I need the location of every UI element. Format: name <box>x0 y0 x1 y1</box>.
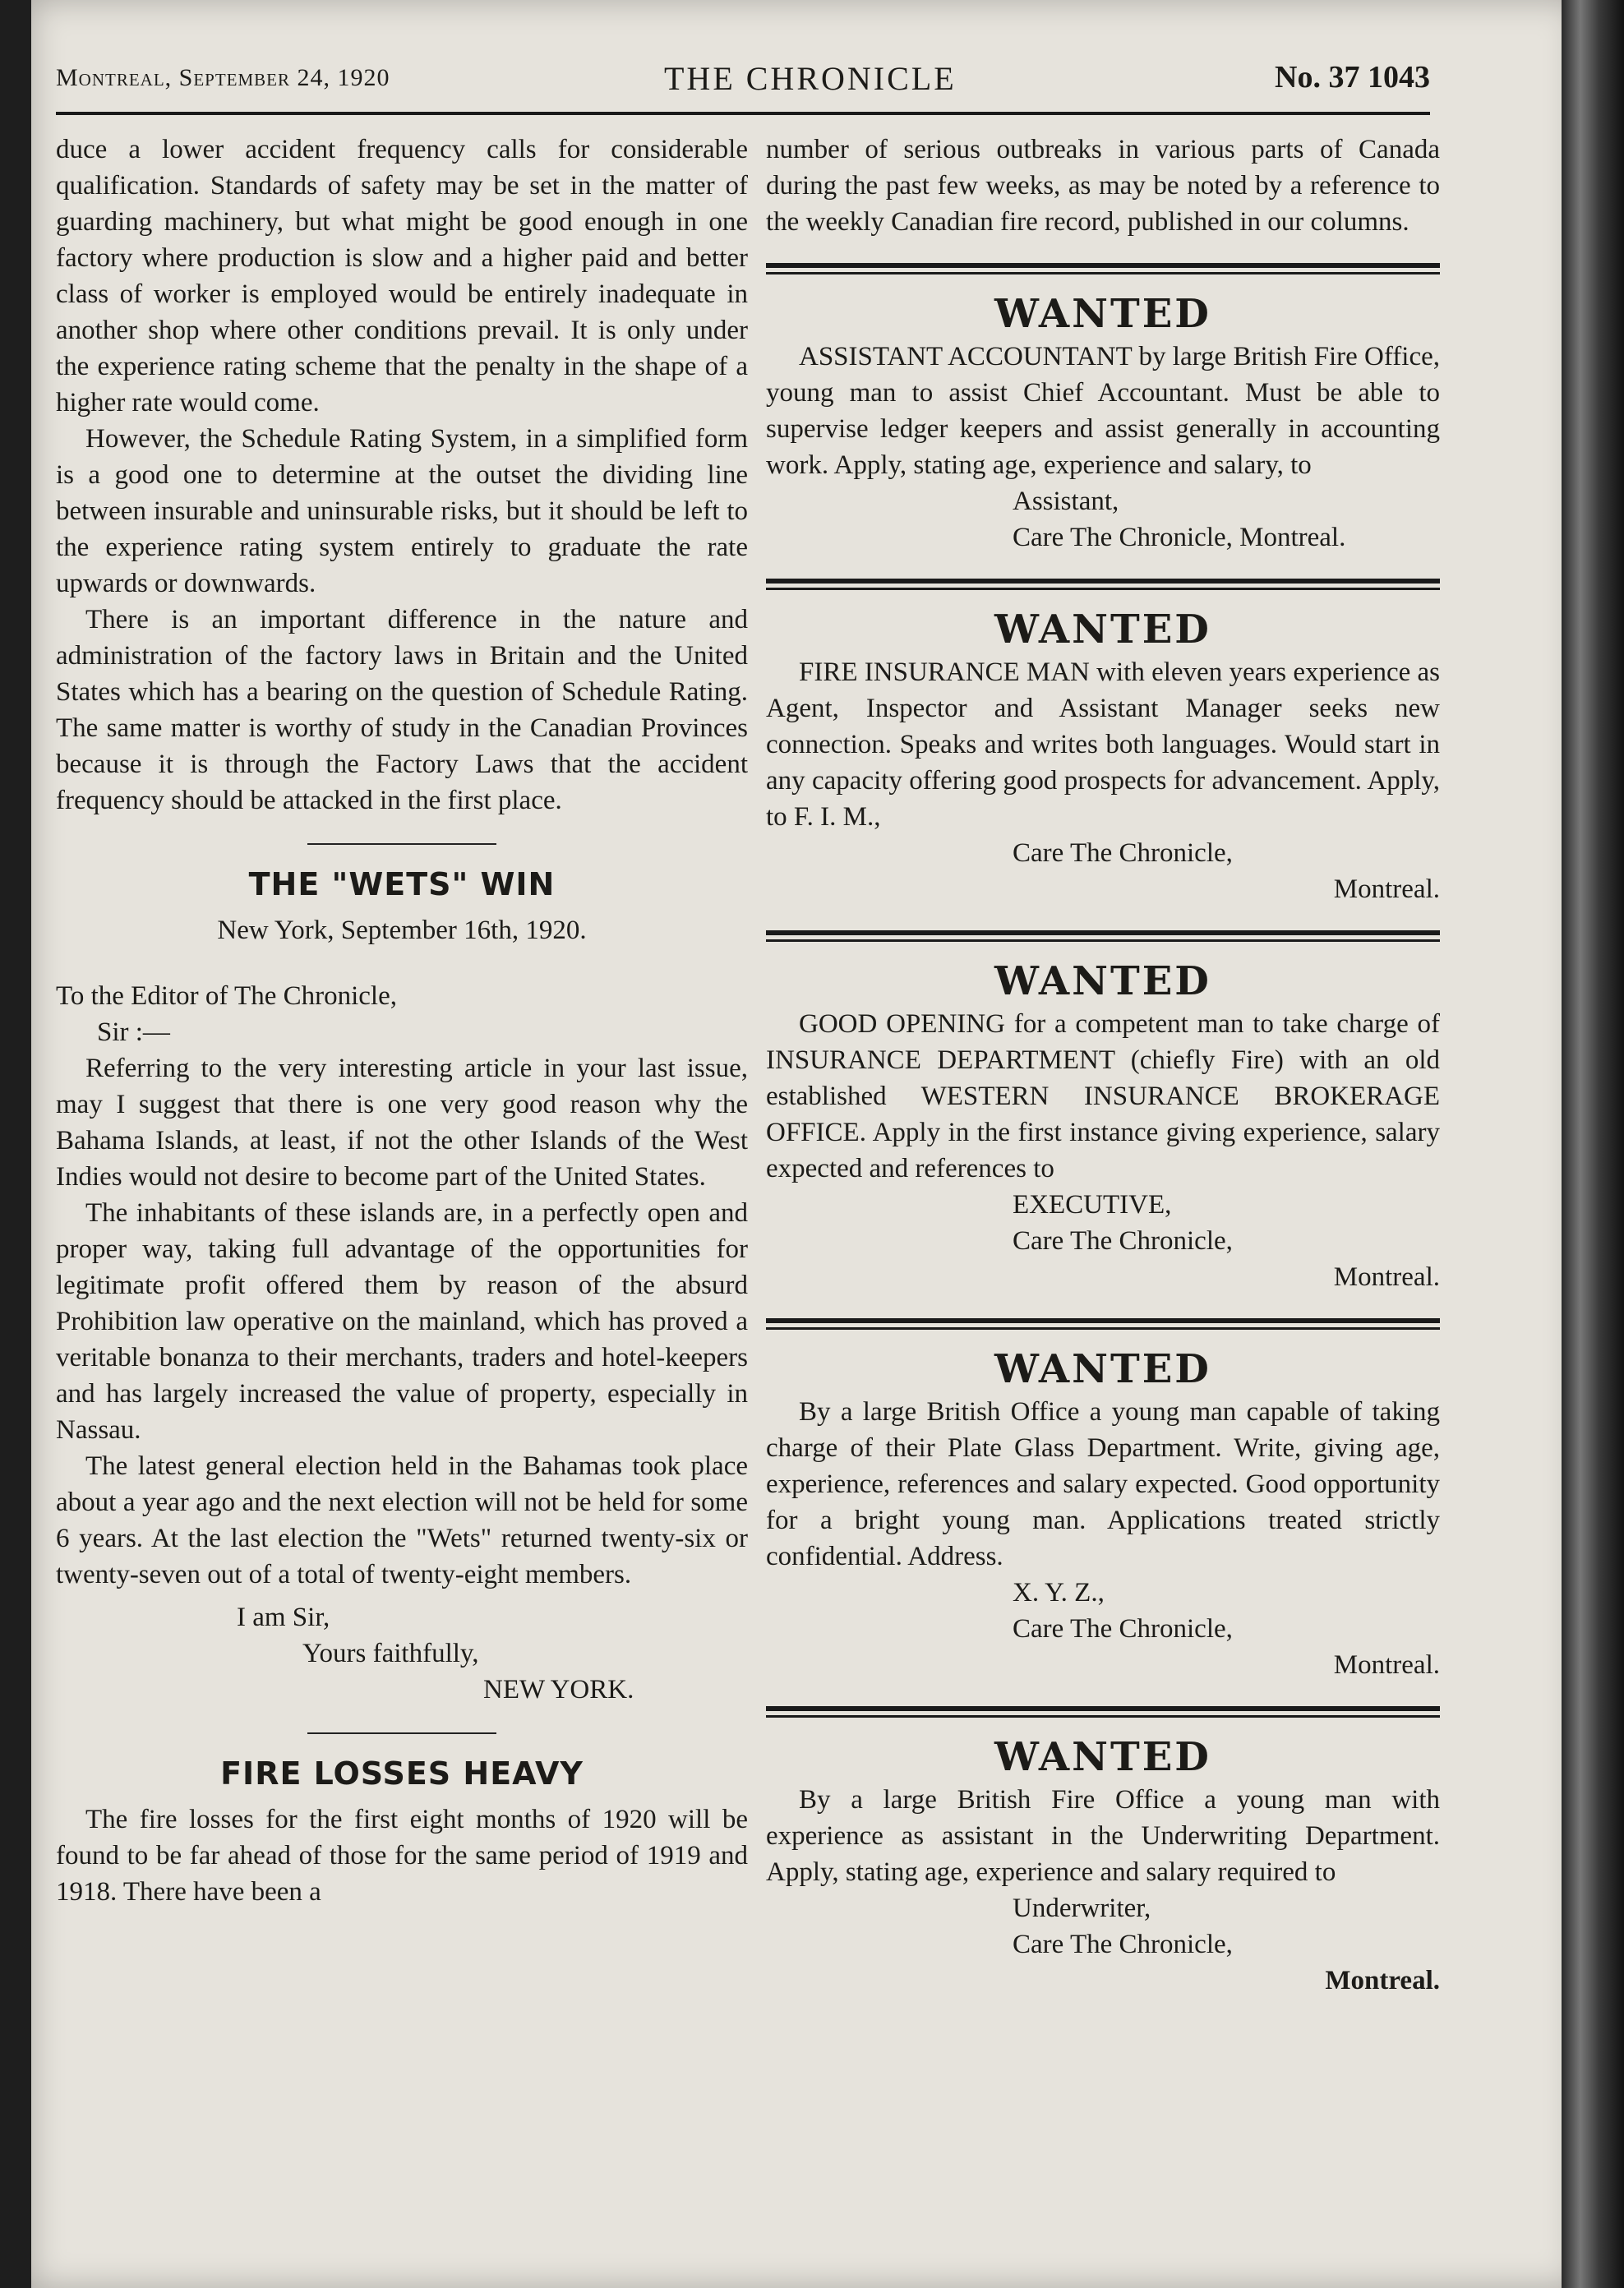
ad-addressee: Assistant, <box>1013 487 1119 516</box>
ad-divider <box>766 1318 1440 1330</box>
ad-care-of: Care The Chronicle, <box>1013 1614 1233 1644</box>
ad-divider <box>766 1706 1440 1718</box>
page-header <box>56 48 1430 113</box>
ad-body: GOOD OPENING for a competent man to take charge of INSURANCE DEPARTMENT (chiefly Fire) with an old established WESTERN INSURANCE BROKERAGE OFFICE. Apply in the first instance giving experience, salary expected and references to <box>766 1009 1440 1183</box>
letter-paragraph: The inhabitants of these islands are, in a perfectly open and proper way, taking full advantage of the opportunities for legitimate profit offered them by reason of the absurd Prohibition law operative on the mainland, which has proved a veritable bonanza to their merchants, traders and hotel-keepers and has largely increased the value of property, especially in Nassau. <box>56 1198 748 1445</box>
ad-body: By a large British Fire Office a young man with experience as assistant in the Underwriting Department. Apply, stating age, experience and salary required to <box>766 1785 1440 1887</box>
letter-salutation: To the Editor of The Chronicle, <box>56 981 397 1011</box>
left-column <box>56 131 748 1910</box>
letter-closing: Yours faithfully, <box>302 1639 479 1668</box>
classified-ad <box>766 958 1440 1295</box>
ad-care-of: Care The Chronicle, Montreal. <box>1013 523 1346 552</box>
ad-body: FIRE INSURANCE MAN with eleven years experience as Agent, Inspector and Assistant Manager seeks new connection. Speaks and writes both languages. Would start in any capacity offering good prospects for advancement. Apply, to F. I. M., <box>766 657 1440 832</box>
page-edge <box>1562 0 1624 2288</box>
header-date: Montreal, September 24, 1920 <box>56 64 390 91</box>
classified-ad <box>766 1734 1440 1999</box>
ad-divider <box>766 263 1440 274</box>
right-column <box>766 131 1440 1999</box>
publication-title: THE CHRONICLE <box>664 60 957 97</box>
letter-dateline: New York, September 16th, 1920. <box>217 916 587 945</box>
article-continuation: number of serious outbreaks in various parts of Canada during the past few weeks, as may be noted by a reference to the weekly Canadian fire record, published in our columns. <box>766 135 1440 237</box>
ad-addressee: Underwriter, <box>1013 1894 1151 1923</box>
ad-title: WANTED <box>994 291 1211 337</box>
ad-care-of: Care The Chronicle, <box>1013 1226 1233 1256</box>
section-divider <box>307 843 496 845</box>
ad-body: ASSISTANT ACCOUNTANT by large British Fire Office, young man to assist Chief Accountant. Must be able to supervise ledger keepers and assist generally in accounting work. Apply, stating age, experience and salary, to <box>766 342 1440 480</box>
ad-city: Montreal. <box>1325 1966 1440 1995</box>
ad-title: WANTED <box>994 1346 1211 1392</box>
letter-closing: I am Sir, <box>237 1603 330 1632</box>
article-headline: THE "WETS" WIN <box>248 866 556 902</box>
ad-addressee: X. Y. Z., <box>1013 1578 1105 1608</box>
article-paragraph: There is an important difference in the nature and administration of the factory laws in Britain and the United States which has a bearing on the question of Schedule Rating. The same matter is worthy of study in the Canadian Provinces because it is through the Factory Laws that the accident frequency should be attacked in the first place. <box>56 605 748 815</box>
ad-addressee: EXECUTIVE, <box>1013 1190 1172 1220</box>
ad-divider <box>766 930 1440 942</box>
article-headline: FIRE LOSSES HEAVY <box>220 1755 584 1792</box>
section-divider <box>307 1732 496 1734</box>
ad-city: Montreal. <box>1333 1262 1440 1292</box>
classified-ad <box>766 1346 1440 1683</box>
issue-page-number: No. 37 1043 <box>1275 60 1430 95</box>
ad-title: WANTED <box>994 607 1211 653</box>
ad-care-of: Care The Chronicle, <box>1013 838 1233 868</box>
header-rule <box>56 112 1430 115</box>
letter-greeting: Sir :— <box>97 1017 170 1047</box>
article-paragraph: However, the Schedule Rating System, in a simplified form is a good one to determine at the outset the dividing line between insurable and uninsurable risks, but it should be left to the experience rating system entirely to graduate the rate upwards or downwards. <box>56 424 748 598</box>
letter-paragraph: Referring to the very interesting article in your last issue, may I suggest that there is one very good reason why the Bahama Islands, at least, if not the other Islands of the West Indies would not desire to become part of the United States. <box>56 1054 748 1192</box>
ad-care-of: Care The Chronicle, <box>1013 1930 1233 1959</box>
letter-signature: NEW YORK. <box>483 1675 634 1704</box>
ad-title: WANTED <box>994 1734 1211 1780</box>
classified-ad <box>766 607 1440 907</box>
ad-divider <box>766 579 1440 590</box>
ad-body: By a large British Office a young man capable of taking charge of their Plate Glass Department. Write, giving age, experience, references and salary expected. Good opportunity for a bright young man. Applications treated strictly confidential. Address. <box>766 1397 1440 1571</box>
ad-city: Montreal. <box>1333 1650 1440 1680</box>
ad-city: Montreal. <box>1333 874 1440 904</box>
ad-title: WANTED <box>994 958 1211 1004</box>
letter-paragraph: The latest general election held in the Bahamas took place about a year ago and the next election will not be held for some 6 years. At the last election the "Wets" returned twenty-six or twenty-seven out of a total of twenty-eight members. <box>56 1451 748 1589</box>
classified-ad <box>766 291 1440 556</box>
article-paragraph: duce a lower accident frequency calls for considerable qualification. Standards of safety may be set in the matter of guarding machinery, but what might be good enough in one factory where production is slow and a higher paid and better class of worker is employed would be entirely inadequate in another shop where other conditions prevail. It is only under the experience rating scheme that the penalty in the shape of a higher rate would come. <box>56 135 748 417</box>
article-paragraph: The fire losses for the first eight months of 1920 will be found to be far ahead of those for the same period of 1919 and 1918. There have been a <box>56 1805 748 1907</box>
